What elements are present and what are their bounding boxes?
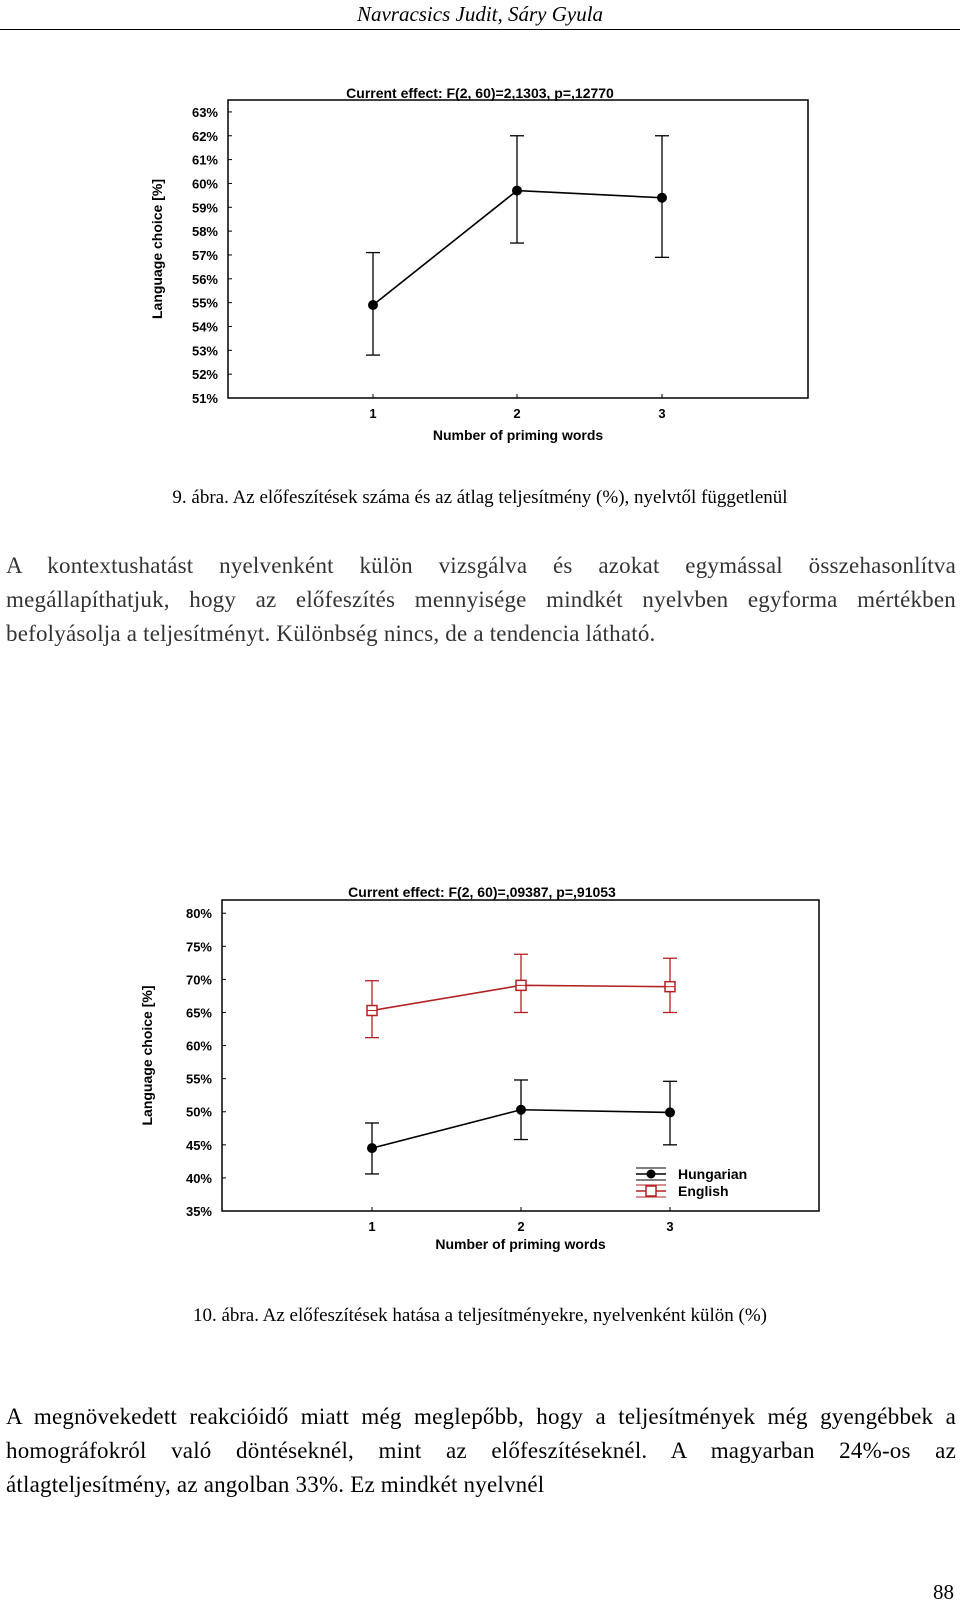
y-tick-label: 60%	[191, 176, 218, 192]
x-tick-label: 2	[513, 406, 521, 421]
y-tick-label: 61%	[191, 152, 218, 168]
data-point	[665, 1107, 675, 1117]
y-tick-label: 50%	[185, 1104, 212, 1120]
y-tick-label: 40%	[185, 1170, 212, 1186]
x-axis-label: Number of priming words	[432, 427, 604, 443]
y-tick-label: 56%	[191, 271, 218, 287]
y-tick-label: 55%	[185, 1071, 212, 1087]
y-tick-label: 53%	[191, 343, 218, 359]
y-tick-label: 59%	[191, 200, 218, 216]
y-tick-label: 55%	[191, 295, 218, 311]
y-tick-label: 54%	[191, 319, 218, 335]
data-point	[657, 193, 667, 203]
y-tick-label: 52%	[191, 367, 218, 383]
data-point	[368, 300, 378, 310]
y-tick-label: 57%	[191, 247, 218, 263]
x-tick-label: 3	[658, 406, 666, 421]
y-tick-label: 51%	[191, 391, 218, 406]
figure10-chart	[0, 885, 960, 1260]
paragraph-2: A megnövekedett reakcióidő miatt még meglepőbb, hogy a teljesítmények még gyengébbek a homográfokról való döntéseknél, mint az előfeszítéseknél. A magyarban 24%-os az átlagteljesítmény, az angolban 33%. Ez mindkét nyelvnél	[6, 1404, 956, 1497]
y-axis-label: Language choice [%]	[139, 985, 155, 1126]
data-point	[516, 1105, 526, 1115]
paragraph-1: A kontextushatást nyelvenként külön vizsgálva és azokat egymással összehasonlítva megállapíthatjuk, hogy az előfeszítés mennyisége mindkét nyelvben egyforma mértékben befolyásolja a teljesítményt. Különbség nincs, de a tendencia látható.	[6, 553, 956, 646]
plot-frame	[222, 900, 819, 1211]
figure9-caption: 9. ábra. Az előfeszítések száma és az átlag teljesítmény (%), nyelvtől függetlenül	[172, 487, 788, 508]
legend-label: Hungarian	[678, 1166, 748, 1182]
data-point	[367, 1143, 377, 1153]
legend-marker	[646, 1186, 656, 1196]
legend-marker	[647, 1170, 656, 1179]
y-tick-label: 70%	[185, 972, 212, 988]
y-tick-label: 65%	[185, 1005, 212, 1021]
plot-frame	[228, 100, 808, 398]
chart-title: Current effect: F(2, 60)=,09387, p=,91053	[348, 885, 616, 900]
y-tick-label: 63%	[191, 104, 218, 120]
y-axis-label: Language choice [%]	[149, 178, 165, 320]
page-number: 88	[933, 1580, 954, 1604]
y-tick-label: 75%	[185, 939, 212, 955]
y-tick-label: 60%	[185, 1038, 212, 1054]
y-tick-label: 45%	[185, 1137, 212, 1153]
legend-label: English	[678, 1183, 729, 1199]
x-tick-label: 1	[369, 406, 377, 421]
y-tick-label: 58%	[191, 224, 218, 240]
chart-title: Current effect: F(2, 60)=2,1303, p=,12770	[346, 85, 614, 101]
x-tick-label: 2	[517, 1219, 525, 1234]
figure9-chart	[0, 80, 960, 450]
data-point	[512, 186, 522, 196]
y-tick-label: 62%	[191, 128, 218, 144]
x-axis-label: Number of priming words	[435, 1236, 606, 1252]
running-title: Navracsics Judit, Sáry Gyula	[356, 2, 604, 26]
y-tick-label: 80%	[185, 906, 212, 922]
figure10-caption: 10. ábra. Az előfeszítések hatása a teljesítményekre, nyelvenként külön (%)	[193, 1305, 767, 1326]
x-tick-label: 1	[368, 1219, 376, 1234]
running-head	[0, 0, 960, 30]
x-tick-label: 3	[666, 1219, 674, 1234]
y-tick-label: 35%	[185, 1204, 212, 1219]
